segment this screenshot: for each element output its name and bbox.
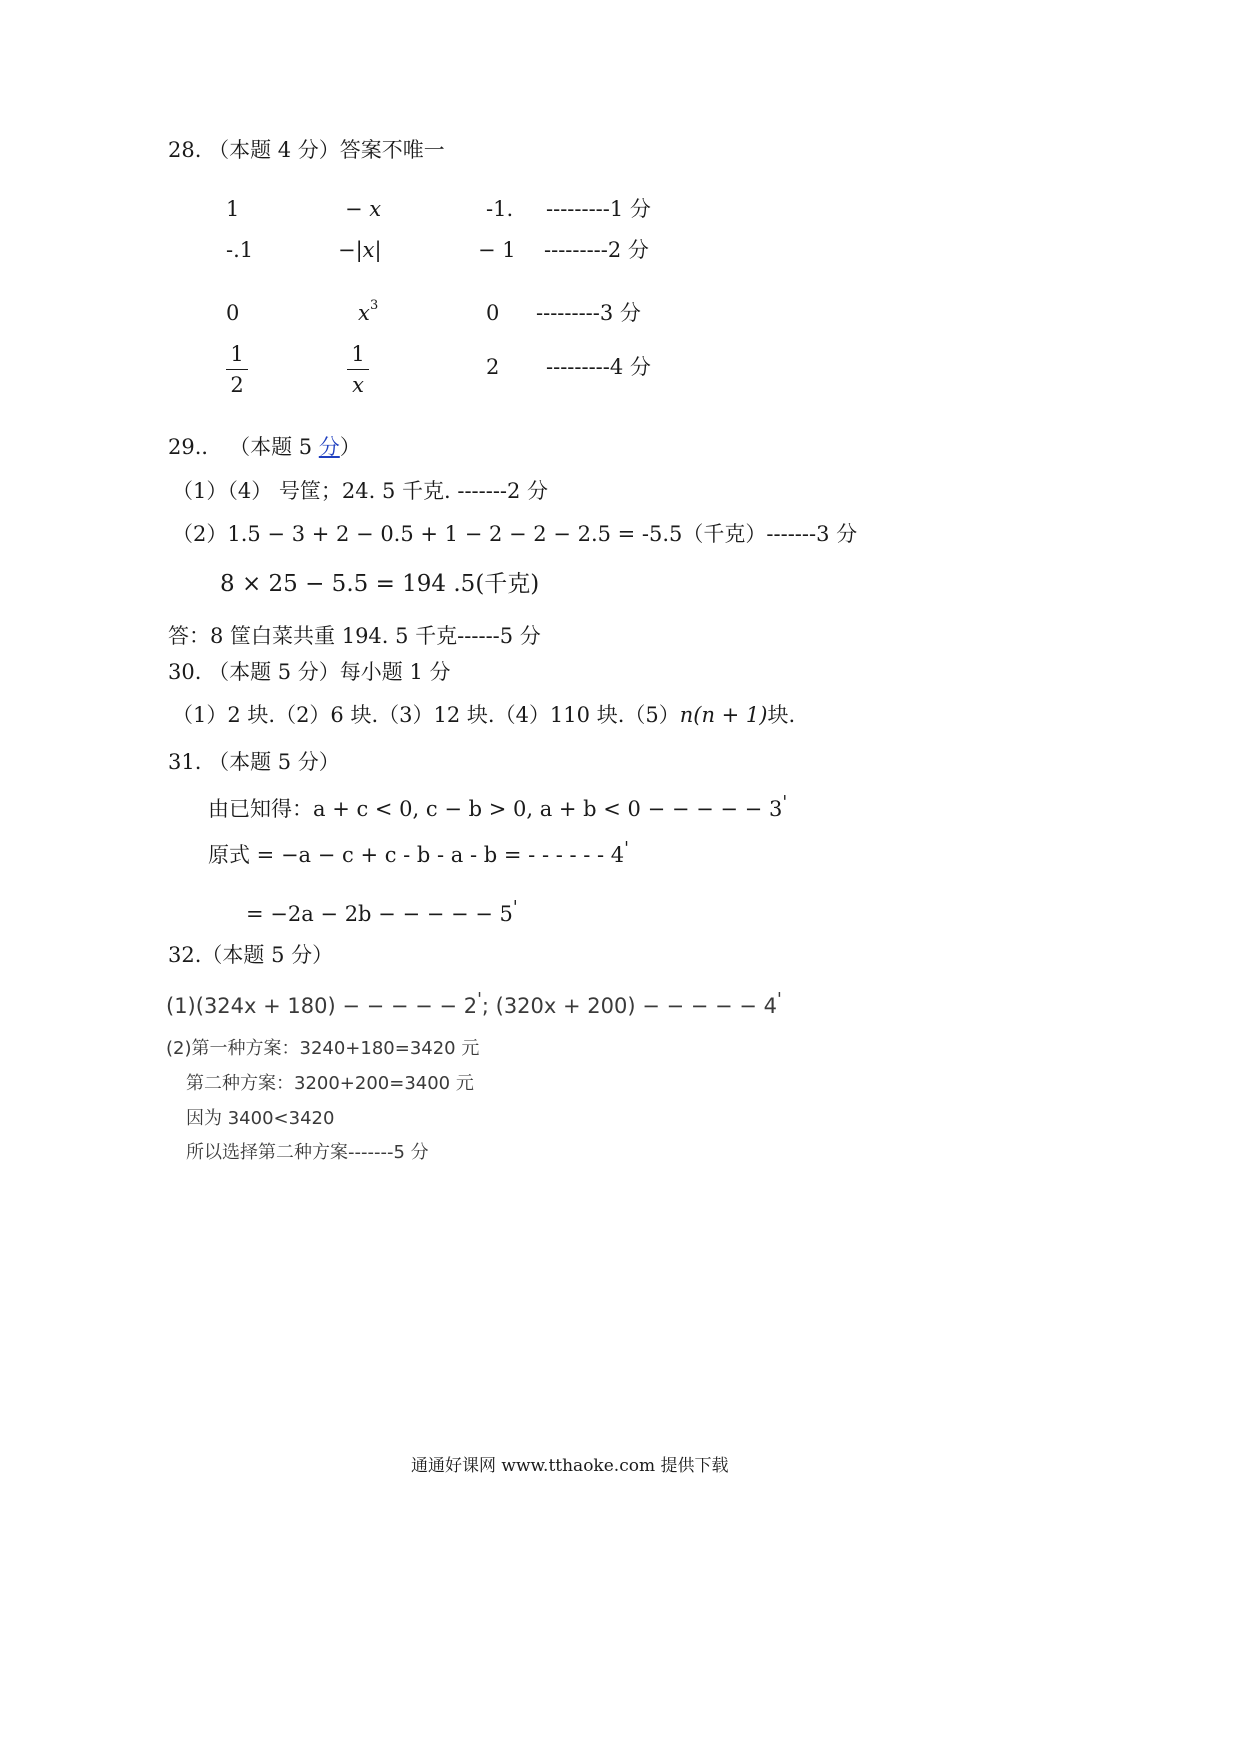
q29-answer: 答：8 筐白菜共重 194. 5 千克------5 分 <box>168 624 541 648</box>
q31-line3-text: = −2a − 2b − − − − − 5 <box>246 902 513 926</box>
q28-row1-a: 1 <box>226 197 240 221</box>
q32-line4: 因为 3400<3420 <box>186 1108 335 1129</box>
q28-row3-val: 0 <box>486 301 500 325</box>
q28-row3-expr-exponent: 3 <box>370 298 379 313</box>
q28-row2-score: ---------2 分 <box>544 238 649 262</box>
fraction-bar <box>347 369 369 370</box>
q28-row3-expr-base: x <box>358 301 370 325</box>
q32-line3: 第二种方案：3200+200=3400 元 <box>186 1073 474 1094</box>
q29-line2: （2）1.5 − 3 + 2 − 0.5 + 1 − 2 − 2 − 2.5 = -5.5（千克）-------3 分 <box>172 522 858 546</box>
q28-row4-val: 2 <box>486 355 500 379</box>
q30-line1-formula: n(n + 1) <box>679 703 768 727</box>
q30-line1-suffix: 块. <box>767 703 796 727</box>
prime-mark: ' <box>782 793 788 813</box>
q28-row1-score: ---------1 分 <box>546 197 651 221</box>
prime-mark: ' <box>477 990 482 1010</box>
q28-row1-val: -1. <box>486 197 514 221</box>
fraction-denominator: x <box>352 373 364 397</box>
q28-row2-expr: −|x| <box>338 238 382 262</box>
q32-line1-b-text: ; (320x + 200) − − − − − 4 <box>481 994 777 1018</box>
q32-line1-text: (1)(324x + 180) − − − − − 2 <box>166 994 478 1018</box>
q29-line3: 8 × 25 − 5.5 = 194 .5(千克) <box>220 571 540 597</box>
q28-row4-expr-fraction <box>343 342 373 397</box>
q28-header: 28. （本题 4 分）答案不唯一 <box>168 138 445 162</box>
q31-line1 <box>208 795 787 820</box>
prime-mark: ' <box>512 898 518 918</box>
q28-row4-a-fraction <box>222 342 252 397</box>
q31-line3 <box>246 900 518 925</box>
fraction-numerator: 1 <box>230 342 244 366</box>
q28-row2-a: -.1 <box>226 238 254 262</box>
q28-row1-expr: − x <box>345 197 382 221</box>
q28-row3-a: 0 <box>226 301 240 325</box>
q29-header <box>168 437 361 458</box>
q28-row2-val: − 1 <box>478 238 516 262</box>
q31-line2 <box>208 841 629 866</box>
q31-line2-text: 原式 = −a − c + c - b - a - b = - - - - - - 4 <box>208 843 625 867</box>
q29-header-suffix: ） <box>339 435 361 459</box>
fraction-numerator: 1 <box>351 342 365 366</box>
q29-header-link[interactable]: 分 <box>318 435 340 459</box>
q32-header: 32.（本题 5 分） <box>168 943 334 967</box>
q30-line1 <box>172 705 795 726</box>
q30-header: 30. （本题 5 分）每小题 1 分 <box>168 660 451 684</box>
q29-line1: （1）（4） 号筐；24. 5 千克. -------2 分 <box>172 479 549 503</box>
page-footer: 通通好课网 www.tthaoke.com 提供下载 <box>411 1456 729 1476</box>
prime-mark: ' <box>624 839 629 859</box>
q32-line5: 所以选择第二种方案-------5 分 <box>186 1142 429 1163</box>
fraction-bar <box>226 369 248 370</box>
q30-line1-prefix: （1）2 块.（2）6 块.（3）12 块.（4）110 块.（5） <box>172 703 680 727</box>
q29-header-prefix: 29.． （本题 5 <box>168 435 319 459</box>
q28-row4-score: ---------4 分 <box>546 355 651 379</box>
q32-line1 <box>166 992 782 1017</box>
q31-header: 31. （本题 5 分） <box>168 750 340 774</box>
q28-row3-score: ---------3 分 <box>536 301 641 325</box>
q32-line2: (2)第一种方案：3240+180=3420 元 <box>166 1038 480 1059</box>
prime-mark: ' <box>776 990 782 1010</box>
q31-line1-text: 由已知得：a + c < 0, c − b > 0, a + b < 0 − − − − − 3 <box>208 797 783 821</box>
fraction-denominator: 2 <box>230 373 244 397</box>
